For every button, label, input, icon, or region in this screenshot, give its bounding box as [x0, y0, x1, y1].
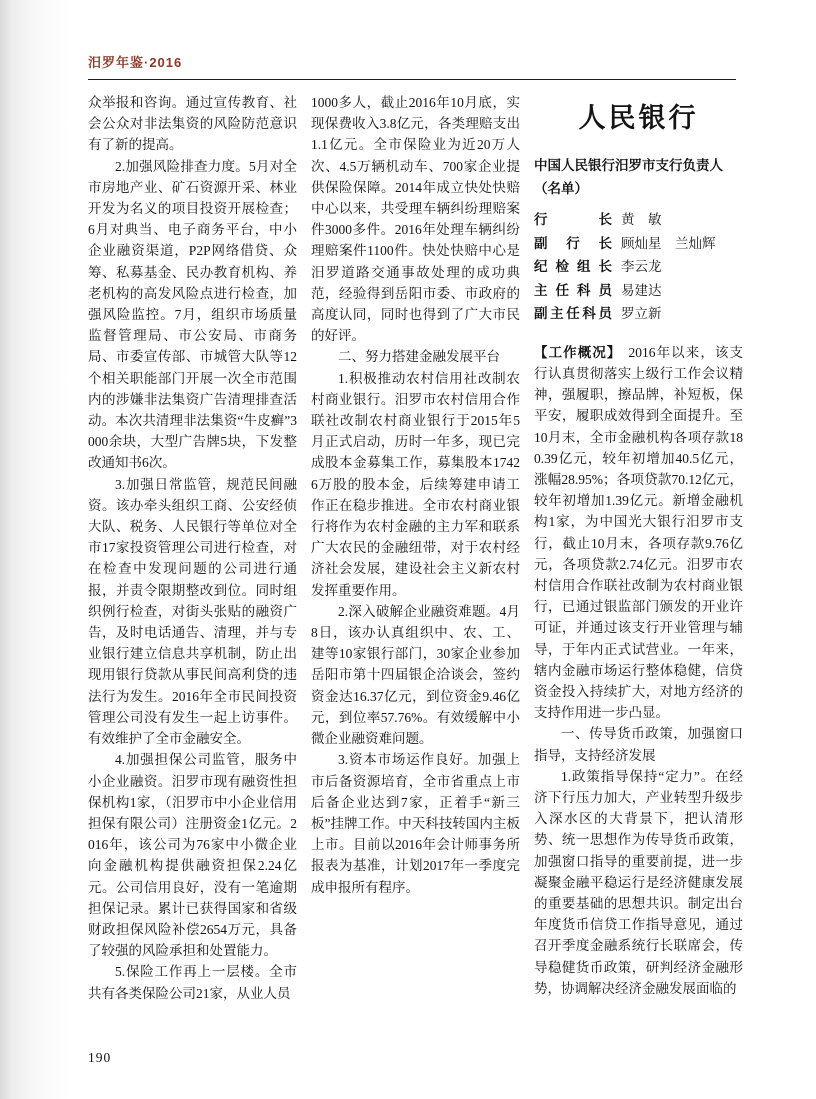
leadership-roster — [534, 208, 743, 326]
roster-label: 纪检组长 — [534, 259, 612, 275]
paragraph: 3.加强日常监管，规范民间融资。该办牵头组织工商、公安经侦大队、税务、人民银行等单位对全市17家投资管理公司进行检查，对在检查中发现问题的公司进行通报，并责令限期整改到位。同时组织例行检查，对街头张贴的融资广告，及时电话通告、清理，并与专业银行建立信息共享机制，防止出现用银行贷款从事民间高利贷的违法行为发生。2016年全市民间投资管理公司没有发生一起上访事件。有效维护了全市金融安全。 — [88, 476, 297, 747]
work-overview-label: 【工作概况】 — [534, 344, 622, 360]
roster-label: 主任科员 — [534, 282, 612, 298]
column-3 — [534, 92, 743, 1004]
paragraph-continuation: 1000多人，截止2016年10月底，实现保费收入3.8亿元，各类理赔支出1.1亿元。全市保险业为近20万人次、4.5万辆机动车、700家企业提供保险保障。2014年成立快处快赔中心以来，共受理车辆纠纷理赔案件3000多件。2016年处理车辆纠纷理赔案件1100件。快处快赔中心是汨罗道路交通事故处理的成功典范，经验得到岳阳市委、市政府的高度认同，同时也得到了广大市民的好评。 — [311, 95, 520, 344]
work-overview-text: 2016年以来，该支行认真贯彻落实上级行工作会议精神，强履职，擦品牌，补短板，保平安，履职成效得到全面提升。至10月末，全市金融机构各项存款180.39亿元，较年初增加40.5亿元，涨幅28.95%；各项贷款70.12亿元，较年初增加1.39亿元。新增金融机构1家，为中国光大银行汨罗市支行，截止10月末，各项存款9.76亿元，各项贷款2.74亿元。汨罗市农村信用合作联社改制为农村商业银行，已通过银监部门颁发的开业许可证，并通过该支行开业管理与辅导，于年内正式试营业。一年来，辖内金融市场运行整体稳健，信贷资金投入持续扩大，对地方经济的支持作用进一步凸显。 — [534, 344, 743, 721]
roster-heading: 中国人民银行汨罗市支行负责人（名单） — [534, 158, 723, 196]
roster-names: 易建达 — [621, 282, 662, 298]
roster-names: 顾灿星 兰灿辉 — [621, 235, 716, 251]
roster-row — [534, 208, 743, 232]
roster-row — [534, 279, 743, 303]
section-heading: 一、传导货币政策，加强窗口指导，支持经济发展 — [534, 726, 743, 763]
roster-row — [534, 232, 743, 256]
section-heading: 二、努力搭建金融发展平台 — [338, 349, 500, 365]
roster-row — [534, 255, 743, 279]
roster-names: 黄 敏 — [621, 212, 662, 228]
paragraph: 2.深入破解企业融资难题。4月8日，该办认真组织中、农、工、建等10家银行部门，30家企业参加岳阳市第十四届银企洽谈会，签约资金达16.37亿元，到位资金9.46亿元，到位率57.76%。有效缓解中小微企业融资难问题。 — [311, 603, 520, 747]
header-divider — [88, 79, 736, 80]
paragraph: 4.加强担保公司监管，服务中小企业融资。汨罗市现有融资性担保机构1家，（汨罗市中小企业信用担保有限公司）注册资金1亿元。2016年，该公司为76家中小微企业向金融机构提供融资担保2.24亿元。公司信用良好，没有一笔逾期担保记录。累计已获得国家和省级财政担保风险补偿2654万元，具备了较强的风险承担和处置能力。 — [88, 752, 297, 959]
yearbook-header-title: 汨罗年鉴·2016 — [88, 55, 183, 70]
paragraph: 1.政策指导保持“定力”。在经济下行压力加大，产业转型升级步入深水区的大背景下，把认清形势、统一思想作为传导货币政策，加强窗口指导的重要前提，进一步凝聚金融平稳运行是经济健康发展的重要基础的思想共识。制定出台年度货币信贷工作指导意见，通过召开季度金融系统行长联席会，传导稳健货币政策，研判经济金融形势，协调解决经济金融发展面临的 — [534, 768, 743, 996]
article-title: 人民银行 — [578, 103, 699, 133]
page-header — [88, 52, 736, 80]
column-2 — [311, 92, 520, 1004]
roster-names: 罗立新 — [621, 306, 662, 322]
work-overview-paragraph — [534, 342, 743, 724]
paragraph: 3.资本市场运作良好。加强上市后备资源培育，全市省重点上市后备企业达到7家，正着手“新三板”挂牌工作。中天科技转国内主板上市。目前以2016年会计师事务所报表为基准，计划2017年一季度完成申报所有程序。 — [311, 752, 520, 895]
roster-label: 行长 — [534, 212, 612, 228]
paragraph: 2.加强风险排查力度。5月对全市房地产业、矿石资源开采、林业开发为名义的项目投资开展检查；6月对典当、电子商务平台，中小企业融资渠道，P2P网络借贷、众筹、私募基金、民办教育机构、养老机构的高发风险点进行检查，加强风险监控。7月，组织市场质量监督管理局、市公安局、市商务局、市委宣传部、市城管大队等12个相关职能部门开展一次全市范围内的涉嫌非法集资广告清理排查活动。本次共清理非法集资“牛皮癣”3000余块，大型广告牌5块，下发整改通知书6次。 — [88, 158, 297, 471]
page-body — [88, 92, 744, 1004]
column-1 — [88, 92, 297, 1004]
roster-row — [534, 302, 743, 326]
page-edge-shading — [0, 0, 70, 1099]
paragraph: 5.保险工作再上一层楼。全市共有各类保险公司21家，从业人员 — [88, 964, 297, 1001]
paragraph: 1.积极推动农村信用社改制农村商业银行。汨罗市农村信用合作联社改制农村商业银行于2015年5月正式启动，历时一年多，现已完成股本金募集工作，募集股本17426万股的股本金，后续筹建申请工作正在稳步推进。全市农村商业银行将作为农村金融的主力军和联系广大农民的金融纽带，对于农村经济社会发展，建设社会主义新农村发挥重要作用。 — [311, 370, 520, 598]
page-number: 190 — [88, 1050, 112, 1065]
roster-label: 副行长 — [534, 235, 612, 251]
roster-names: 李云龙 — [621, 259, 662, 275]
roster-label: 副主任科员 — [534, 306, 612, 322]
paragraph-continuation: 众举报和咨询。通过宣传教育、社会公众对非法集资的风险防范意识有了新的提高。 — [88, 95, 297, 153]
